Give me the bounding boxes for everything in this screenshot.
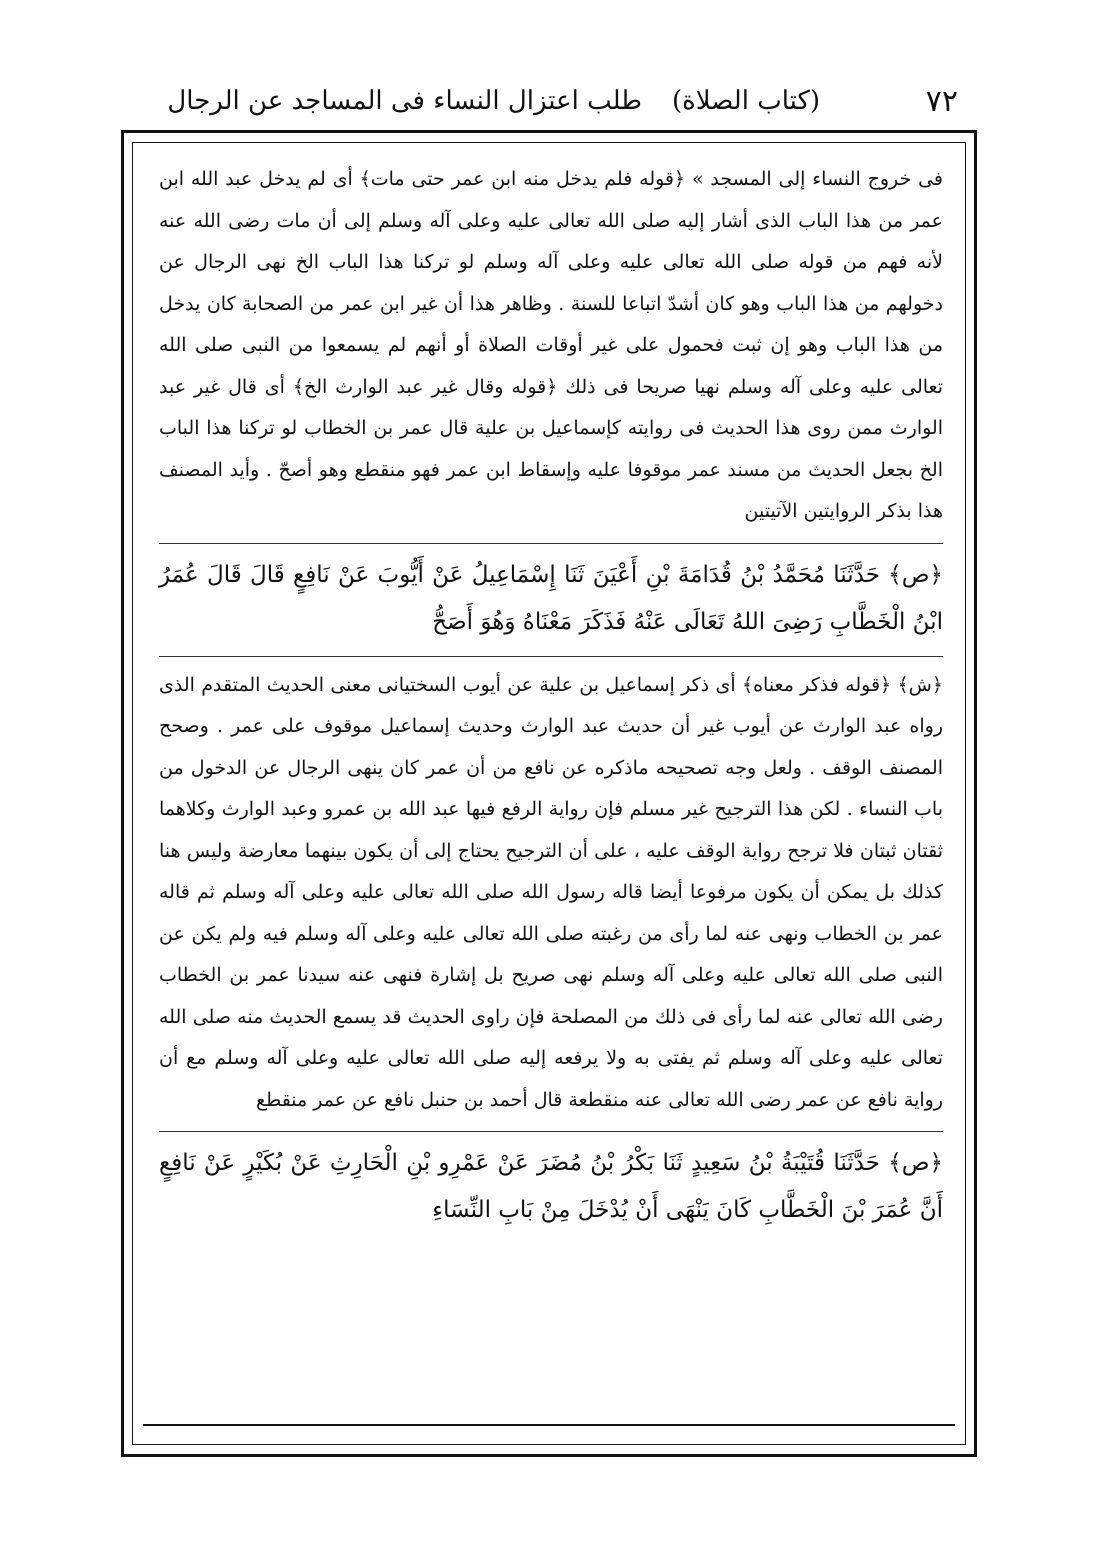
page-frame bbox=[121, 130, 977, 1457]
section-divider bbox=[159, 1131, 943, 1132]
section-divider bbox=[159, 656, 943, 657]
section-divider bbox=[159, 543, 943, 544]
section-title: طلب اعتزال النساء فى المساجد عن الرجال bbox=[167, 86, 642, 116]
page-frame-inner bbox=[132, 142, 966, 1445]
commentary-paragraph-2: ﴿ش﴾ ﴿قوله فذكر معناه﴾ أى ذكر إسماعيل بن علية عن أيوب السختيانى معنى الحديث المتقدم الذى رواه عبد الوارث عن أيوب غير أن حديث عبد الوارث وحديث إسماعيل موقوف على عمر . وصحح المصنف الوقف . ولعل وجه تصحيحه ماذكره عن نافع من أن عمر كان ينهى الرجال عن الدخول من باب النساء . لكن هذا الترجيح غير مسلم فإن رواية الرفع فيها عبد الله بن عمرو وعبد الوارث وكلاهما ثقتان ثبتان فلا ترجح رواية الوقف عليه ، على أن الترجيح يحتاج إلى أن يكون بينهما معارضة وليس هنا كذلك بل يمكن أن يكون مرفوعا أيضا قاله رسول الله صلى الله تعالى عليه وعلى آله وسلم ثم قاله عمر بن الخطاب ونهى عنه لما رأى من رغبته صلى الله تعالى عليه وعلى آله وسلم فيه ولم يكن عن النبى صلى الله تعالى عليه وعلى آله وسلم نهى صريح بل إشارة فنهى عنه سيدنا عمر بن الخطاب رضى الله تعالى عنه لما رأى فى ذلك من المصلحة فإن راوى الحديث قد يسمع الحديث منه صلى الله تعالى عليه وعلى آله وسلم ثم يفتى به ولا يرفعه إليه صلى الله تعالى عليه وعلى آله وسلم مع أن رواية نافع عن عمر رضى الله تعالى عنه منقطعة قال أحمد بن حنبل نافع عن عمر منقطع bbox=[159, 673, 943, 1111]
page-header bbox=[150, 78, 970, 126]
running-title bbox=[167, 86, 820, 116]
hadith-text-1: ﴿ص﴾ حَدَّثَنَا مُحَمَّدُ بْنُ قُدَامَةَ بْنِ أَعْيَنَ ثَنَا إِسْمَاعِيلُ عَنْ أَيُّوبَ عَنْ نَافِعٍ قَالَ قَالَ عُمَرُ ابْنُ الْخَطَّابِ رَضِىَ اللهُ تَعَالَى عَنْهُ فَذَكَرَ مَعْنَاهُ وَهُوَ أَصَحُّ bbox=[159, 561, 944, 635]
bottom-rule bbox=[143, 1424, 955, 1426]
commentary-paragraph-1: فى خروج النساء إلى المسجد » ﴿قوله فلم يدخل منه ابن عمر حتى مات﴾ أى لم يدخل عبد الله ابن عمر من هذا الباب الذى أشار إليه صلى الله تعالى عليه وعلى آله وسلم إلى أن مات رضى الله عنه لأنه فهم من قوله صلى الله تعالى عليه وعلى آله وسلم لو تركنا هذا الباب الخ نهى الرجال عن دخولهم من هذا الباب وهو كان أشدّ اتباعا للسنة . وظاهر هذا أن غير ابن عمر من الصحابة كان يدخل من هذا الباب وهو إن ثبت فحمول على غير أوقات الصلاة أو أنهم لم يسمعوا من النبى صلى الله تعالى عليه وعلى آله وسلم نهيا صريحا فى ذلك ﴿قوله وقال غير عبد الوارث الخ﴾ أى قال غير عبد الوارث ممن روى هذا الحديث فى روايته كإسماعيل بن علية قال عمر بن الخطاب لو تركنا هذا الباب الخ بجعل الحديث من مسند عمر موقوفا عليه وإسقاط ابن عمر فهو منقطع وهو أصحّ . وأيد المصنف هذا بذكر الروايتين الآتيتين bbox=[159, 168, 943, 522]
page-number: ٧٢ bbox=[925, 84, 958, 119]
page-body bbox=[159, 159, 943, 1234]
book-title: (كتاب الصلاة) bbox=[671, 86, 820, 116]
hadith-text-2: ﴿ص﴾ حَدَّثَنَا قُتَيْبَةُ بْنُ سَعِيدٍ ثَنَا بَكْرُ بْنُ مُضَرَ عَنْ عَمْرِو بْنِ الْحَارِثِ عَنْ بُكَيْرٍ عَنْ نَافِعٍ أَنَّ عُمَرَ بْنَ الْخَطَّابِ كَانَ يَنْهَى أَنْ يُدْخَلَ مِنْ بَابِ النِّسَاءِ bbox=[159, 1150, 943, 1223]
